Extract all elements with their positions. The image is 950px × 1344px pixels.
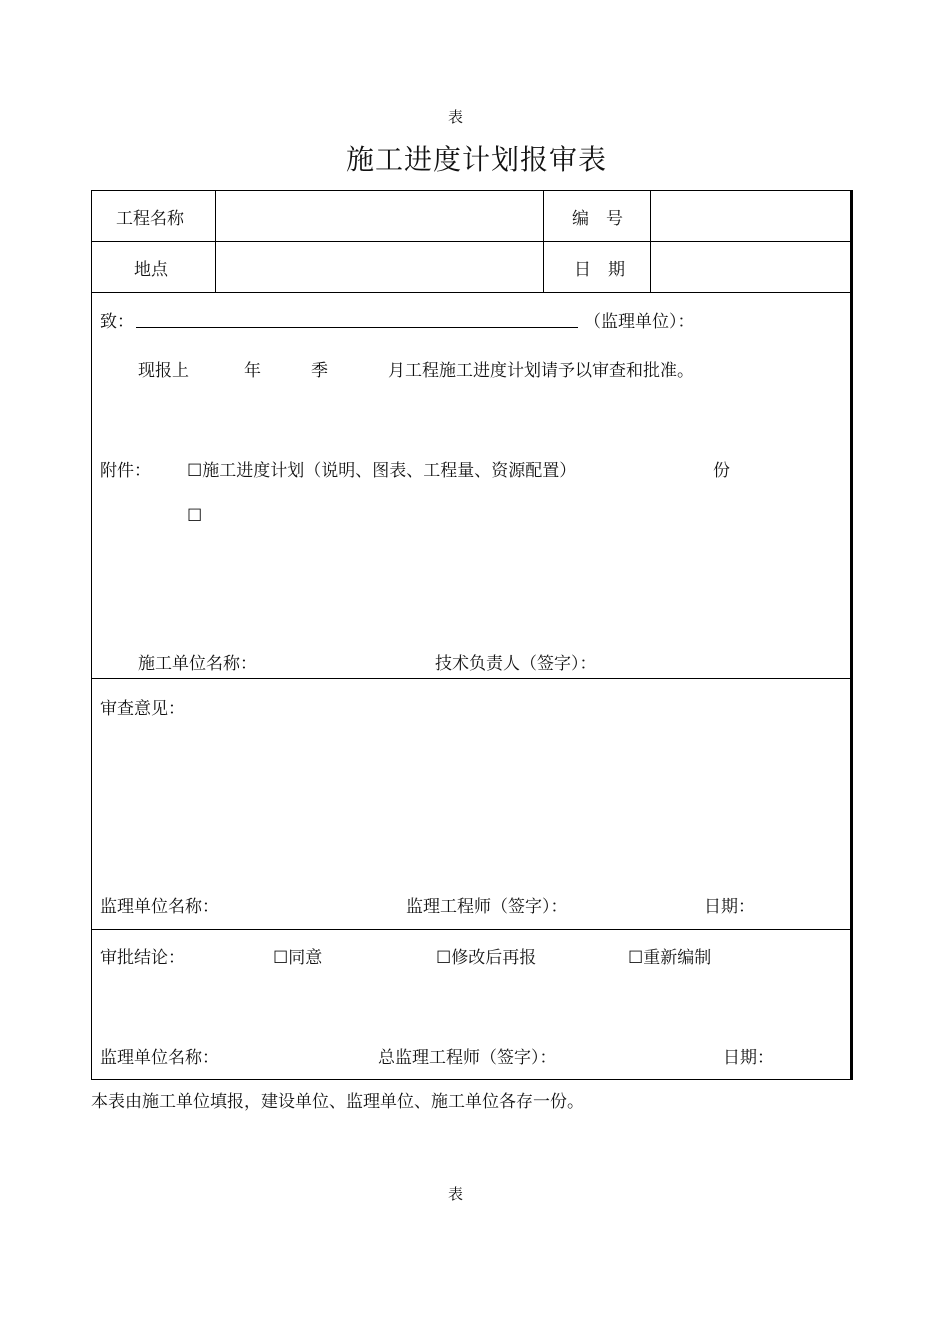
chief-engineer-sign-label: 总监理工程师（签字）： xyxy=(378,1048,557,1068)
supervisor-suffix: （监理单位）： xyxy=(584,312,695,332)
row-divider xyxy=(91,292,853,293)
approval-conclusion-label: 审批结论： xyxy=(100,948,185,968)
bottom-form-label: 表 xyxy=(448,1185,464,1203)
footer-note: 本表由施工单位填报，建设单位、监理单位、施工单位各存一份。 xyxy=(91,1092,584,1112)
number-field[interactable] xyxy=(660,204,845,228)
year-label: 年 xyxy=(244,361,261,381)
location-field[interactable] xyxy=(226,255,536,279)
attachment-copies-unit: 份 xyxy=(713,461,730,481)
revise-resubmit-checkbox[interactable]: ☐修改后再报 xyxy=(436,948,537,968)
column-divider xyxy=(215,190,216,292)
attachments-label: 附件： xyxy=(100,461,151,481)
page-title: 施工进度计划报审表 xyxy=(346,143,608,176)
attachment-schedule-checkbox[interactable]: ☐施工进度计划（说明、图表、工程量、资源配置） xyxy=(187,461,577,481)
agree-checkbox[interactable]: ☐同意 xyxy=(273,948,323,968)
review-supervisor-name-label: 监理单位名称： xyxy=(100,897,219,917)
project-name-label: 工程名称 xyxy=(116,209,184,229)
column-divider xyxy=(543,190,544,292)
approval-date-label: 日期： xyxy=(723,1048,774,1068)
review-date-label: 日期： xyxy=(704,897,755,917)
tech-lead-sign-label: 技术负责人（签字）： xyxy=(435,654,597,674)
row-divider xyxy=(91,678,853,679)
to-label: 致： xyxy=(100,312,134,332)
season-label: 季 xyxy=(311,361,328,381)
report-prefix: 现报上 xyxy=(138,361,189,381)
project-name-field[interactable] xyxy=(226,204,536,228)
review-opinion-label: 审查意见： xyxy=(100,699,185,719)
contractor-name-label: 施工单位名称： xyxy=(138,654,257,674)
approval-supervisor-name-label: 监理单位名称： xyxy=(100,1048,219,1068)
date-label: 日 期 xyxy=(574,260,625,280)
row-divider xyxy=(91,241,853,242)
to-supervisor-field[interactable] xyxy=(138,305,576,327)
to-underline xyxy=(136,327,578,328)
location-label: 地点 xyxy=(134,260,168,280)
date-field[interactable] xyxy=(660,255,845,279)
number-label: 编 号 xyxy=(572,209,623,229)
review-engineer-sign-label: 监理工程师（签字）： xyxy=(406,897,568,917)
report-suffix: 月工程施工进度计划请予以审查和批准。 xyxy=(388,361,694,381)
attachment-other-checkbox[interactable]: ☐ xyxy=(187,506,203,526)
row-divider xyxy=(91,929,853,930)
form-number-label: 表 xyxy=(448,108,464,126)
column-divider xyxy=(650,190,651,292)
recompile-checkbox[interactable]: ☐重新编制 xyxy=(628,948,712,968)
